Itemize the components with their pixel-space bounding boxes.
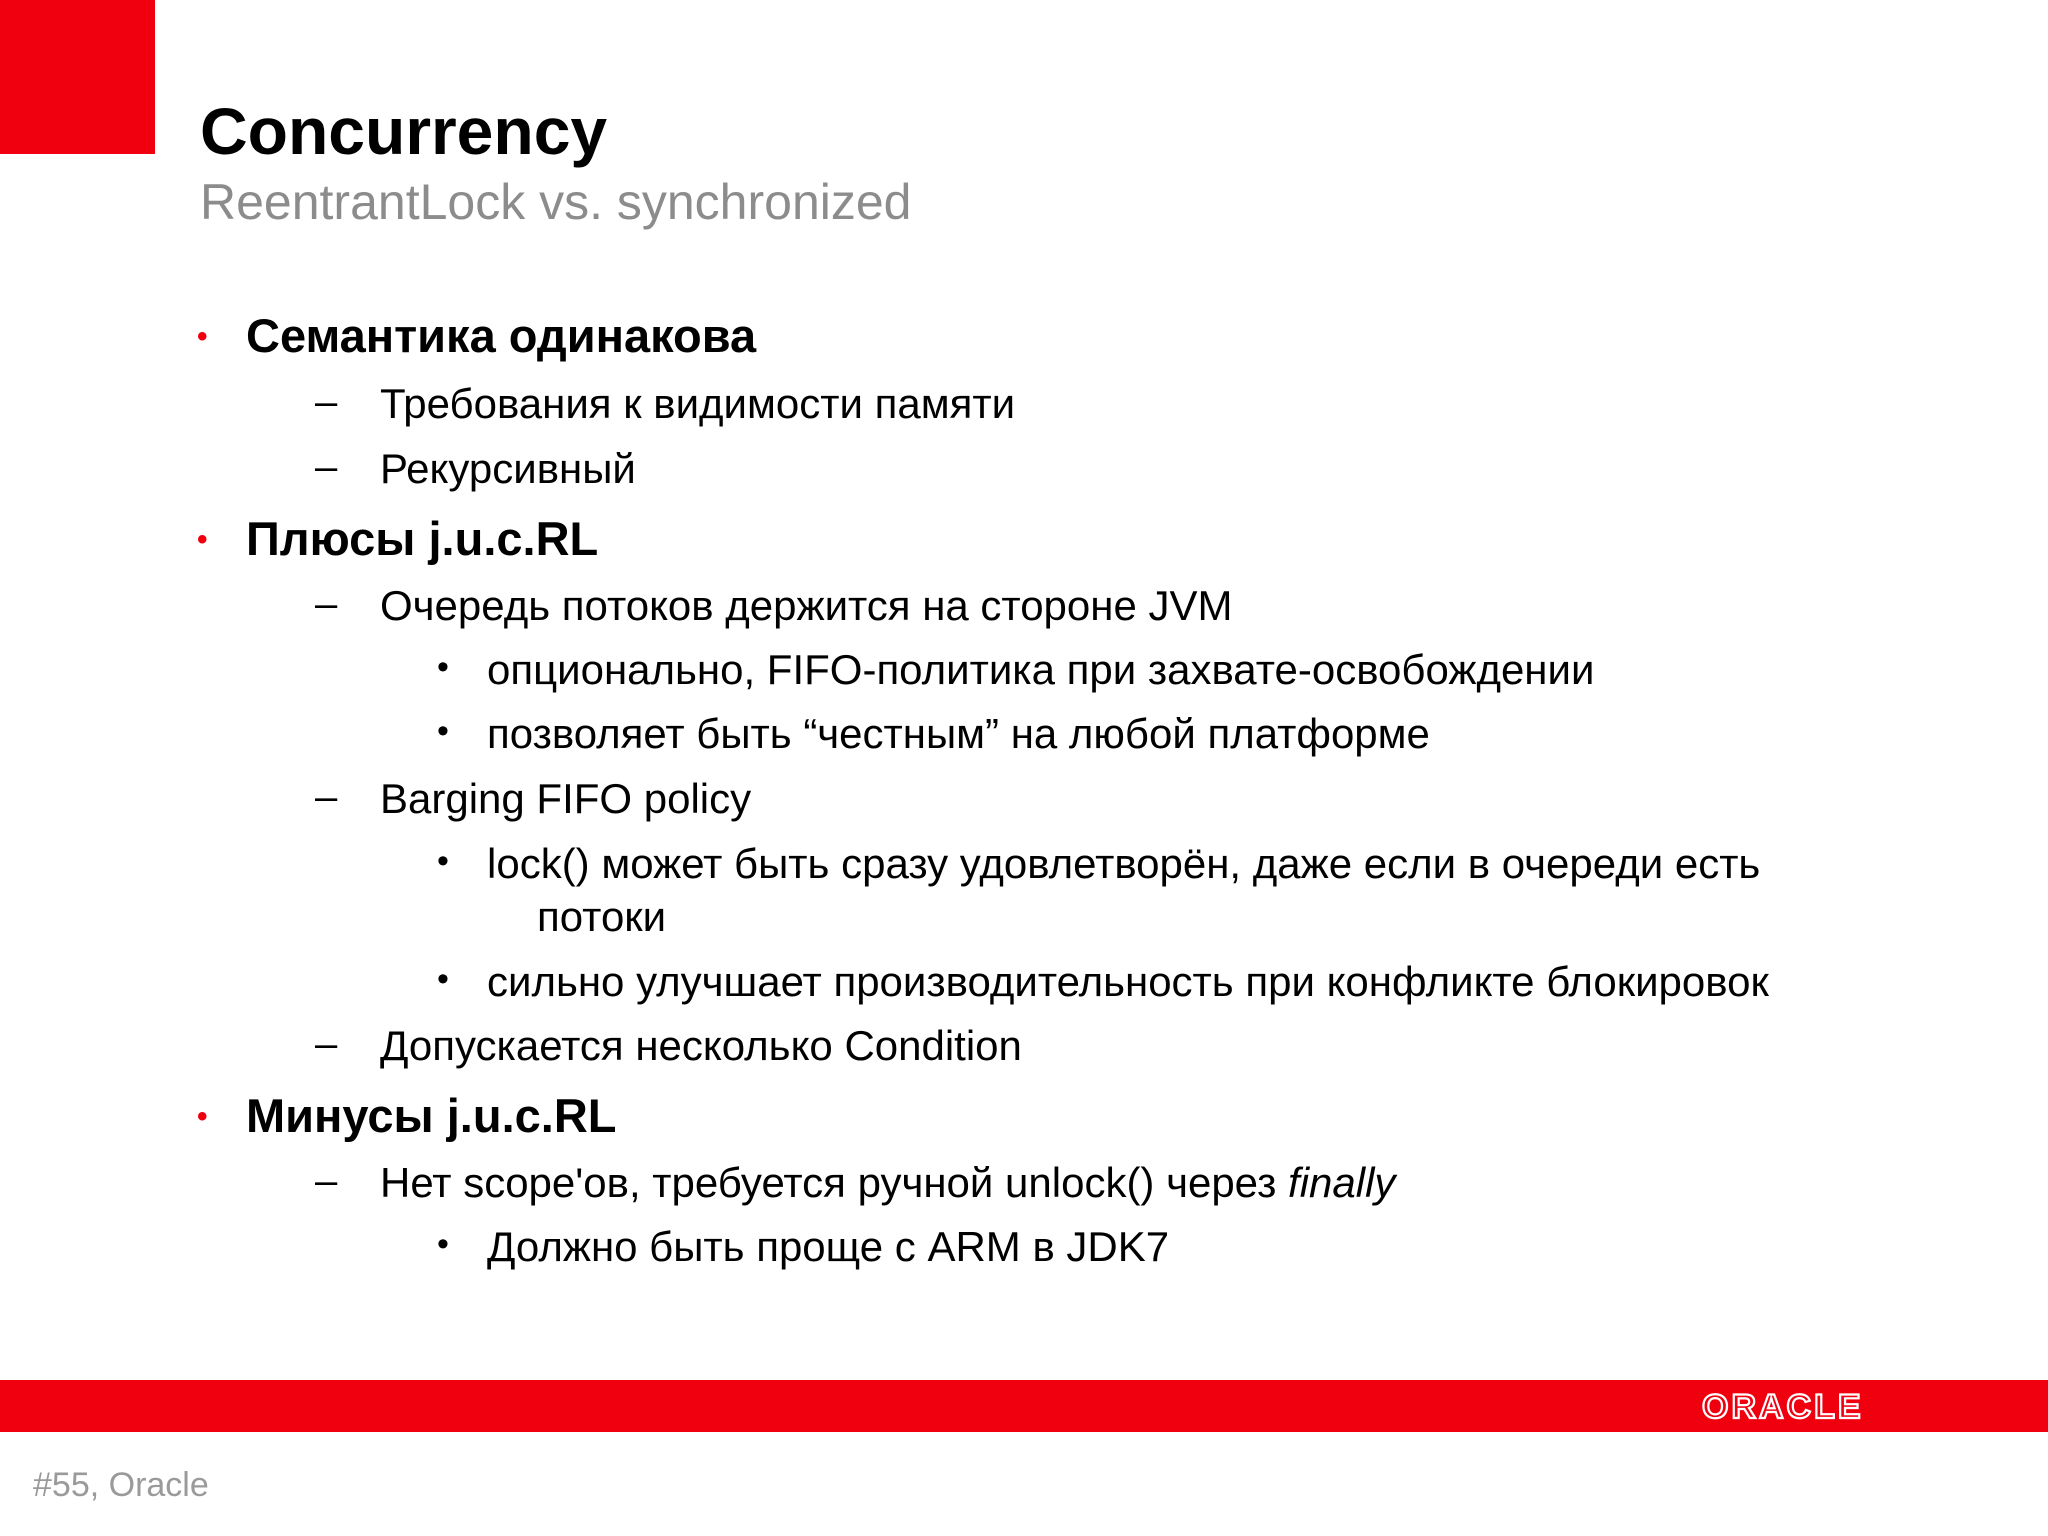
sub-bullet-text: Barging FIFO policy bbox=[380, 775, 752, 822]
dot-bullet-icon: • bbox=[437, 1225, 449, 1263]
red-bullet-icon: • bbox=[197, 1100, 208, 1133]
sub-bullet-text: Допускается несколько Condition bbox=[380, 1022, 1022, 1069]
sub-bullet-text-emphasis: finally bbox=[1288, 1159, 1396, 1206]
dash-marker-icon: – bbox=[315, 1022, 338, 1066]
dot-bullet-icon: • bbox=[437, 960, 449, 998]
sub-sub-bullet-text: сильно улучшает производительность при конфликте блокировок bbox=[487, 958, 1769, 1005]
red-bullet-icon: • bbox=[197, 320, 208, 353]
slide-subtitle: ReentrantLock vs. synchronized bbox=[200, 174, 912, 230]
sub-bullet-text-main: Нет scope'ов, требуется ручной unlock() через bbox=[380, 1159, 1289, 1206]
sub-sub-bullet-continuation: потоки bbox=[537, 893, 667, 940]
sub-bullet-text: Рекурсивный bbox=[380, 445, 636, 492]
bullet-text: Минусы j.u.c.RL bbox=[246, 1089, 617, 1142]
dot-bullet-icon: • bbox=[437, 712, 449, 750]
sub-sub-bullet-text: позволяет быть “честным” на любой платформе bbox=[487, 710, 1430, 757]
footer-text: #55, Oracle bbox=[33, 1466, 209, 1504]
dash-marker-icon: – bbox=[315, 775, 338, 819]
sub-sub-bullet-text: lock() может быть сразу удовлетворён, даже если в очереди есть bbox=[487, 840, 1761, 887]
bullet-text: Семантика одинакова bbox=[246, 309, 757, 362]
sub-sub-bullet-text: Должно быть проще с ARM в JDK7 bbox=[487, 1223, 1170, 1270]
dot-bullet-icon: • bbox=[437, 648, 449, 686]
dash-marker-icon: – bbox=[315, 445, 338, 489]
oracle-logo bbox=[1702, 1380, 1918, 1432]
dot-bullet-icon: • bbox=[437, 842, 449, 880]
red-corner-block bbox=[0, 0, 155, 154]
slide-title: Concurrency bbox=[200, 94, 608, 168]
dash-marker-icon: – bbox=[315, 380, 338, 424]
dash-marker-icon: – bbox=[315, 1159, 338, 1203]
oracle-logo-icon bbox=[1702, 1391, 1918, 1421]
sub-bullet-text: Очередь потоков держится на стороне JVM bbox=[380, 582, 1233, 629]
sub-sub-bullet-text: опционально, FIFO-политика при захвате-освобождении bbox=[487, 646, 1595, 693]
sub-bullet-text: Требования к видимости памяти bbox=[380, 380, 1016, 427]
dash-marker-icon: – bbox=[315, 582, 338, 626]
bullet-text: Плюсы j.u.c.RL bbox=[246, 512, 599, 565]
sub-bullet-text bbox=[380, 1159, 1395, 1207]
oracle-logo-text: ORACLE bbox=[1702, 1391, 1864, 1421]
red-bullet-icon: • bbox=[197, 523, 208, 556]
